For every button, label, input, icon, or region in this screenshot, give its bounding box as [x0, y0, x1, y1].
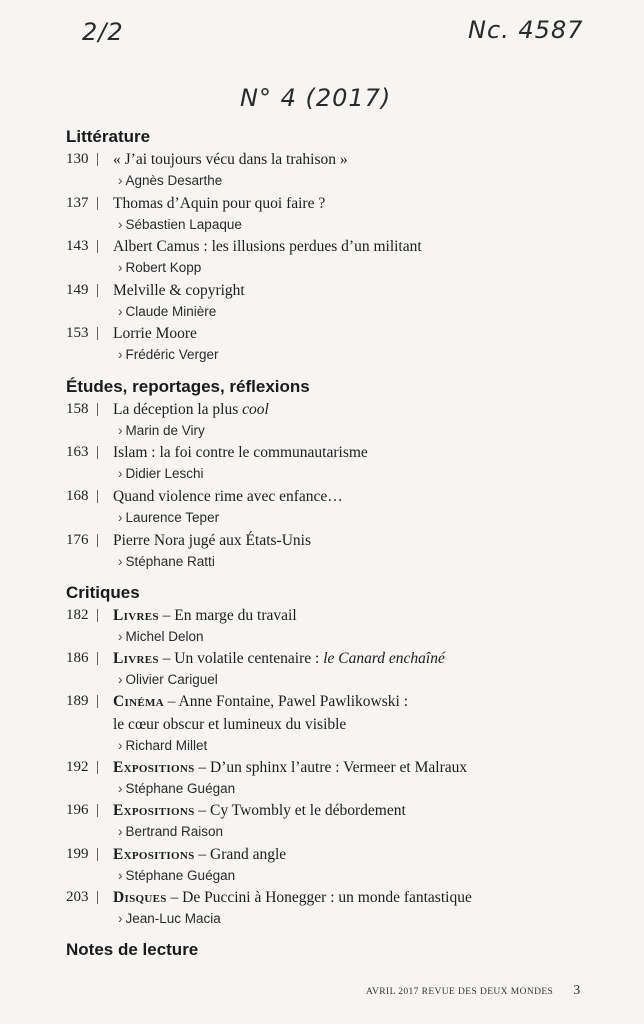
- separator-bar: |: [96, 488, 100, 504]
- entry-category: Cinéma: [113, 693, 164, 710]
- entry-author: › Didier Leschi: [118, 466, 204, 481]
- handwritten-issue: N° 4 (2017): [240, 84, 392, 112]
- chevron-right-icon: ›: [118, 554, 123, 569]
- page-number: 182: [66, 607, 89, 623]
- chevron-right-icon: ›: [118, 217, 123, 232]
- separator-bar: |: [96, 759, 100, 775]
- entry-category: Expositions: [113, 802, 195, 819]
- entry-title: « J’ai toujours vécu dans la trahison »: [113, 151, 348, 168]
- separator-bar: |: [96, 650, 100, 666]
- entry-title: Albert Camus : les illusions perdues d’un militant: [113, 238, 422, 255]
- entry-title: Cinéma – Anne Fontaine, Pawel Pawlikowski :: [113, 693, 409, 710]
- chevron-right-icon: ›: [118, 173, 123, 188]
- chevron-right-icon: ›: [118, 781, 123, 796]
- entry-title: Expositions – D’un sphinx l’autre : Vermeer et Malraux: [113, 759, 468, 776]
- entry-title: Thomas d’Aquin pour quoi faire ?: [113, 195, 326, 212]
- chevron-right-icon: ›: [118, 672, 123, 687]
- page-number: 130: [66, 151, 89, 167]
- separator-bar: |: [96, 444, 100, 460]
- entry-title: La déception la plus cool: [113, 401, 269, 418]
- entry-title: Melville & copyright: [113, 282, 245, 299]
- page-number: 143: [66, 238, 89, 254]
- entry-author: › Stéphane Ratti: [118, 554, 215, 569]
- separator-bar: |: [96, 195, 100, 211]
- separator-bar: |: [96, 151, 100, 167]
- separator-bar: |: [96, 282, 100, 298]
- entry-title: Lorrie Moore: [113, 325, 197, 342]
- page-number: 196: [66, 802, 89, 818]
- chevron-right-icon: ›: [118, 911, 123, 926]
- separator-bar: |: [96, 238, 100, 254]
- entry-author: › Laurence Teper: [118, 510, 220, 525]
- entry-author: › Robert Kopp: [118, 260, 202, 275]
- handwritten-page-count: 2/2: [82, 18, 124, 46]
- page-number: 153: [66, 325, 89, 341]
- entry-author: › Stéphane Guégan: [118, 781, 236, 796]
- entry-title: Quand violence rime avec enfance…: [113, 488, 343, 505]
- chevron-right-icon: ›: [118, 738, 123, 753]
- entry-author: › Marin de Viry: [118, 423, 205, 438]
- footer-text: AVRIL 2017 REVUE DES DEUX MONDES: [366, 987, 554, 997]
- entry-title: Expositions – Cy Twombly et le débordement: [113, 802, 406, 819]
- chevron-right-icon: ›: [118, 347, 123, 362]
- entry-title: Livres – En marge du travail: [113, 607, 297, 624]
- chevron-right-icon: ›: [118, 423, 123, 438]
- entry-title: Disques – De Puccini à Honegger : un monde fantastique: [113, 889, 472, 906]
- section-title-etudes: Études, reportages, réflexions: [66, 377, 310, 396]
- separator-bar: |: [96, 802, 100, 818]
- separator-bar: |: [96, 889, 100, 905]
- separator-bar: |: [96, 325, 100, 341]
- entry-category: Expositions: [113, 759, 195, 776]
- entry-author: › Sébastien Lapaque: [118, 217, 242, 232]
- page-number: 168: [66, 488, 89, 504]
- chevron-right-icon: ›: [118, 260, 123, 275]
- page-number: 176: [66, 532, 89, 548]
- separator-bar: |: [96, 846, 100, 862]
- section-title-notes-de-lecture: Notes de lecture: [66, 940, 199, 959]
- chevron-right-icon: ›: [118, 629, 123, 644]
- entry-category: Livres: [113, 650, 159, 667]
- entry-title: Expositions – Grand angle: [113, 846, 287, 863]
- entry-title: Islam : la foi contre le communautarisme: [113, 444, 368, 461]
- chevron-right-icon: ›: [118, 824, 123, 839]
- entry-title-emphasis: cool: [242, 401, 269, 418]
- page-number: 199: [66, 846, 89, 862]
- page-number: 149: [66, 282, 89, 298]
- entry-title: Pierre Nora jugé aux États-Unis: [113, 532, 311, 549]
- chevron-right-icon: ›: [118, 466, 123, 481]
- entry-title-emphasis: le Canard enchaîné: [323, 650, 445, 667]
- chevron-right-icon: ›: [118, 510, 123, 525]
- section-title-critiques: Critiques: [66, 583, 140, 602]
- handwritten-reference: Nc. 4587: [468, 16, 584, 44]
- entry-category: Disques: [113, 889, 167, 906]
- entry-author: › Agnès Desarthe: [118, 173, 223, 188]
- entry-category: Livres: [113, 607, 159, 624]
- entry-title-line2: le cœur obscur et lumineux du visible: [113, 716, 347, 733]
- chevron-right-icon: ›: [118, 304, 123, 319]
- separator-bar: |: [96, 693, 100, 709]
- entry-author: › Jean-Luc Macia: [118, 911, 221, 926]
- separator-bar: |: [96, 607, 100, 623]
- page-number: 163: [66, 444, 89, 460]
- entry-author: › Claude Minière: [118, 304, 217, 319]
- entry-author: › Richard Millet: [118, 738, 208, 753]
- entry-author: › Bertrand Raison: [118, 824, 224, 839]
- page-number: 158: [66, 401, 89, 417]
- page-number: 192: [66, 759, 89, 775]
- separator-bar: |: [96, 401, 100, 417]
- entry-author: › Olivier Cariguel: [118, 672, 218, 687]
- page-number: 203: [66, 889, 89, 905]
- footer-page-number: 3: [573, 983, 581, 998]
- entry-author: › Michel Delon: [118, 629, 204, 644]
- entry-author: › Stéphane Guégan: [118, 868, 236, 883]
- page-number: 189: [66, 693, 89, 709]
- page-footer: [366, 983, 581, 999]
- page-number: 186: [66, 650, 89, 666]
- page-number: 137: [66, 195, 89, 211]
- separator-bar: |: [96, 532, 100, 548]
- entry-category: Expositions: [113, 846, 195, 863]
- chevron-right-icon: ›: [118, 868, 123, 883]
- entry-author: › Frédéric Verger: [118, 347, 219, 362]
- entry-title: Livres – Un volatile centenaire : le Canard enchaîné: [113, 650, 445, 667]
- section-title-litterature: Littérature: [66, 127, 151, 146]
